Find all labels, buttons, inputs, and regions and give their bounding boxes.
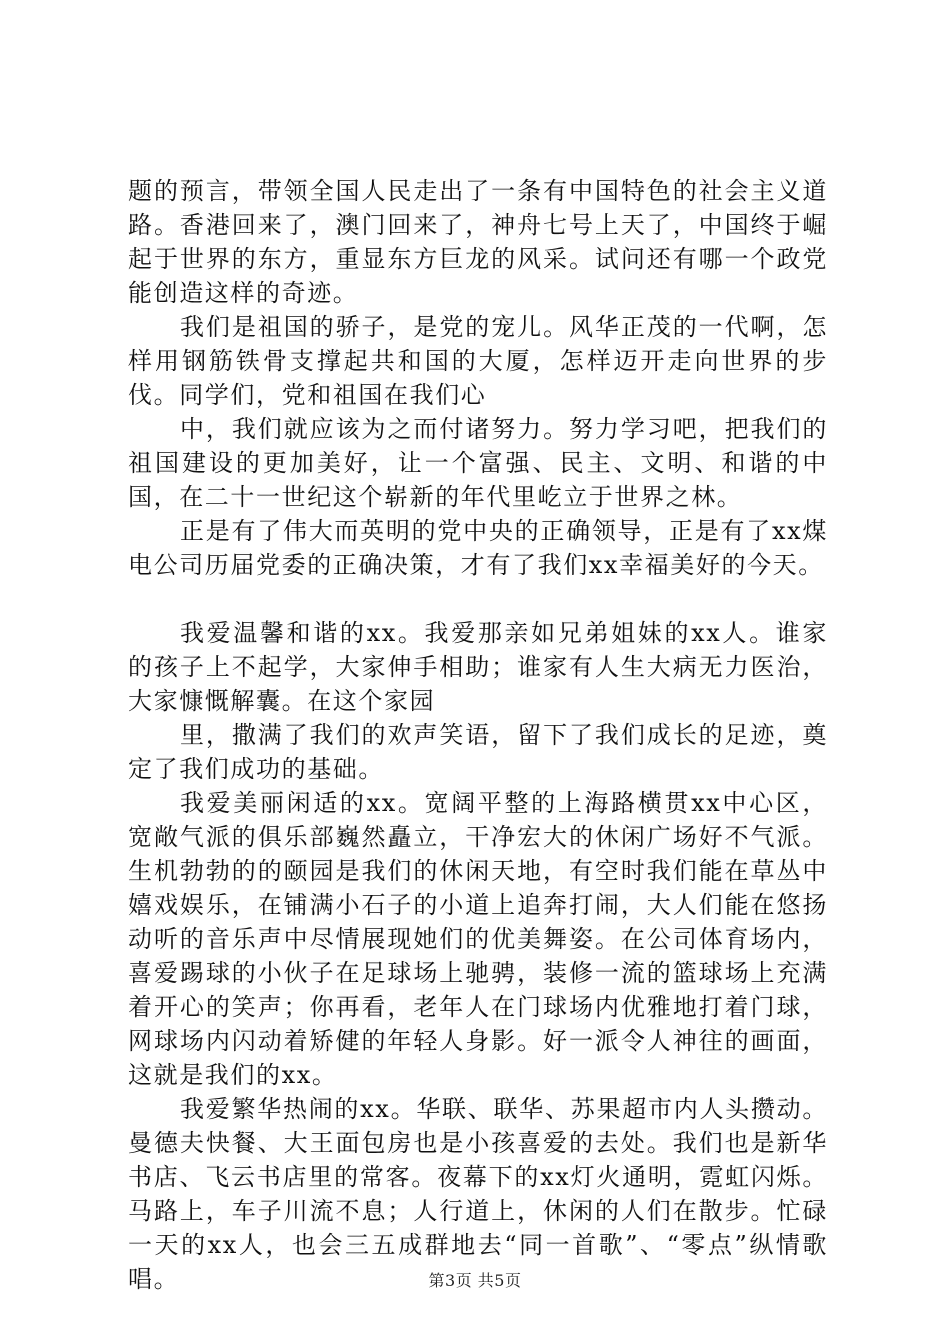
page-number-footer: 第3页 共5页 <box>428 1271 522 1290</box>
paragraph-8: 我爱繁华热闹的xx。华联、联华、苏果超市内人头攒动。曼德夫快餐、大王面包房也是小孩喜爱的去处。我们也是新华书店、飞云书店里的常客。夜幕下的xx灯火通明，霓虹闪烁。马路上，车子川流不息；人行道上，休闲的人们在散步。忙碌一天的xx人，也会三五成群地去“同一首歌”、“零点”纵情歌唱。 <box>128 1095 828 1293</box>
paragraph-2: 我们是祖国的骄子，是党的宠儿。风华正茂的一代啊，怎样用钢筋铁骨支撑起共和国的大厦，怎样迈开走向世界的步伐。同学们，党和祖国在我们心 <box>128 313 828 409</box>
paragraph-3: 中，我们就应该为之而付诸努力。努力学习吧，把我们的祖国建设的更加美好，让一个富强、民主、文明、和谐的中国，在二十一世纪这个崭新的年代里屹立于世界之林。 <box>128 415 828 511</box>
paragraph-1: 题的预言，带领全国人民走出了一条有中国特色的社会主义道路。香港回来了，澳门回来了，神舟七号上天了，中国终于崛起于世界的东方，重显东方巨龙的风采。试问还有哪一个政党能创造这样的奇迹。 <box>128 177 828 307</box>
document-body <box>128 174 828 1296</box>
paragraph-spacer <box>128 582 828 616</box>
paragraph-4: 正是有了伟大而英明的党中央的正确领导，正是有了xx煤电公司历届党委的正确决策，才有了我们xx幸福美好的今天。 <box>128 517 828 579</box>
paragraph-5: 我爱温馨和谐的xx。我爱那亲如兄弟姐妹的xx人。谁家的孩子上不起学，大家伸手相助；谁家有人生大病无力医治，大家慷慨解囊。在这个家园 <box>128 619 828 715</box>
paragraph-6: 里，撒满了我们的欢声笑语，留下了我们成长的足迹，奠定了我们成功的基础。 <box>128 721 828 783</box>
paragraph-7: 我爱美丽闲适的xx。宽阔平整的上海路横贯xx中心区，宽敞气派的俱乐部巍然矗立，干净宏大的休闲广场好不气派。生机勃勃的的颐园是我们的休闲天地，有空时我们能在草丛中嬉戏娱乐，在铺满小石子的小道上追奔打闹，大人们能在悠扬动听的音乐声中尽情展现她们的优美舞姿。在公司体育场内，喜爱踢球的小伙子在足球场上驰骋，装修一流的篮球场上充满着开心的笑声；你再看，老年人在门球场内优雅地打着门球，网球场内闪动着矫健的年轻人身影。好一派令人神往的画面，这就是我们的xx。 <box>128 789 828 1089</box>
